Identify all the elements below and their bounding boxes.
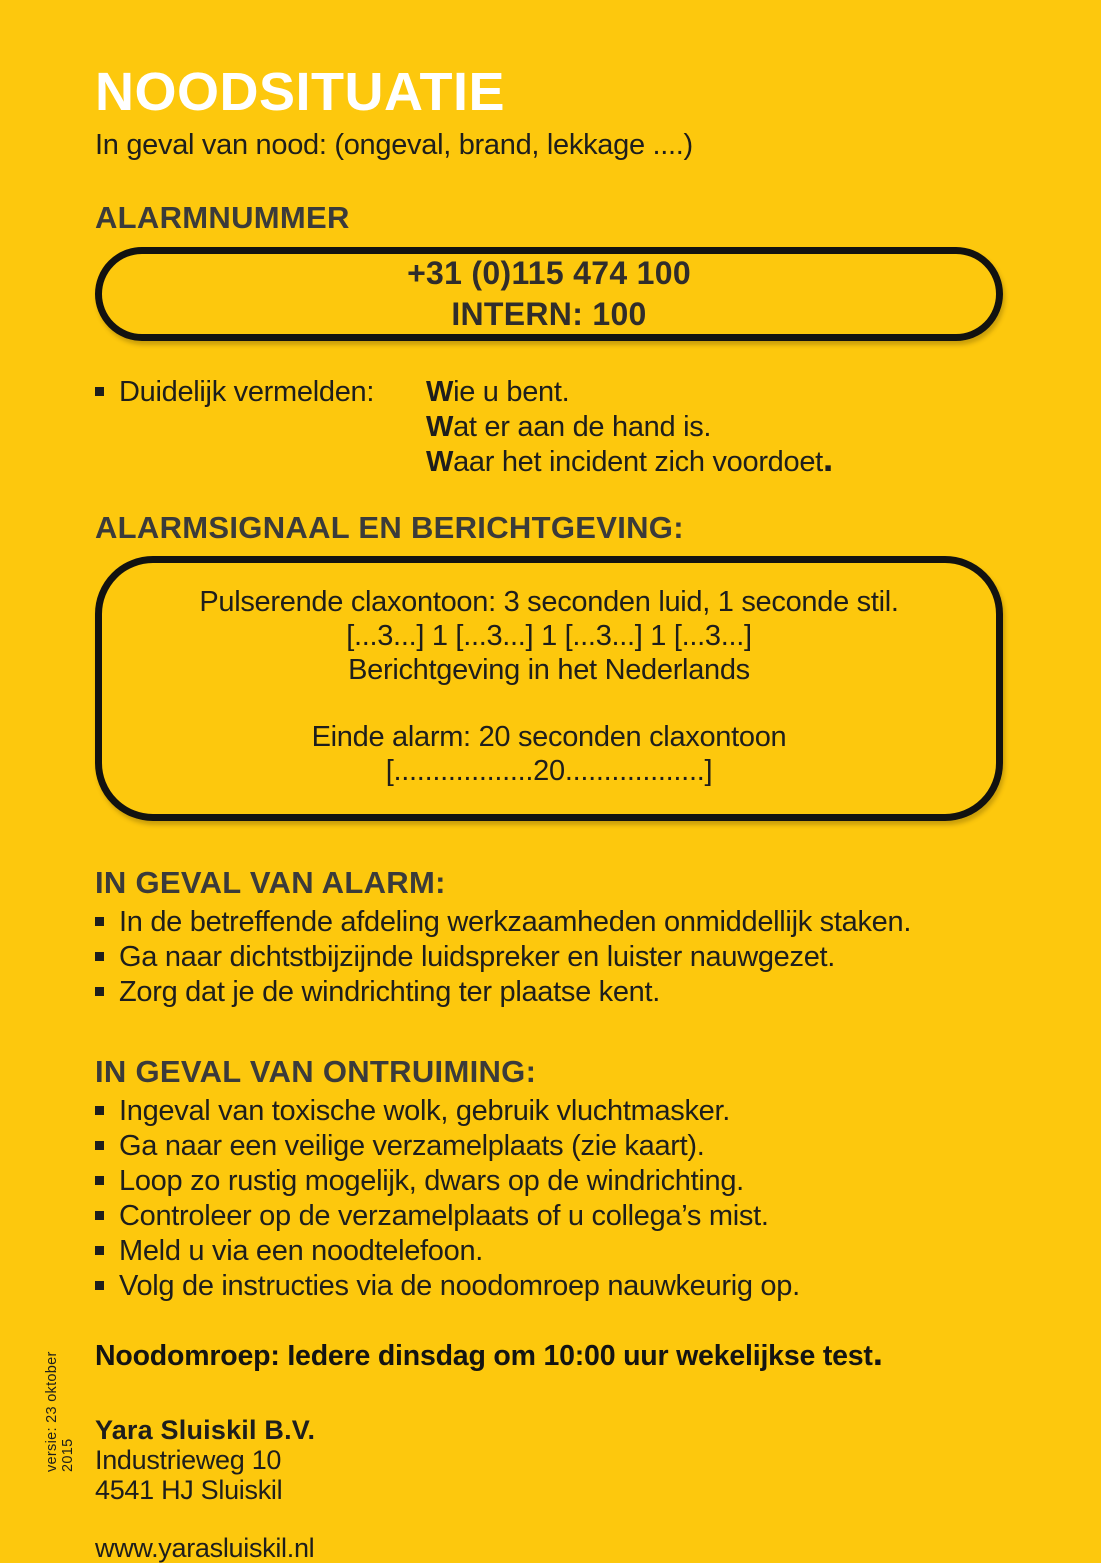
bullet-square-icon (95, 917, 104, 926)
vermelden-lines (426, 375, 833, 480)
alarm-bullet-list (95, 905, 1005, 1010)
vermelden-line: Waar het incident zich voordoet. (426, 436, 834, 479)
website-url: www.yarasluiskil.nl (95, 1532, 315, 1563)
vermelden-line: Wat er aan de hand is. (426, 410, 712, 443)
bullet-square-icon (95, 952, 104, 961)
noodomroep-line: Noodomroep: Iedere dinsdag om 10:00 uur wekelijkse test. (95, 1330, 883, 1373)
company-name: Yara Sluiskil B.V. (95, 1414, 316, 1445)
list-item: Ingeval van toxische wolk, gebruik vluchtmasker. (95, 1094, 1005, 1129)
list-item: Zorg dat je de windrichting ter plaatse kent. (95, 975, 1005, 1010)
signal-line-end-pattern: [..................20..................] (385, 754, 713, 787)
alarmnummer-heading: ALARMNUMMER (95, 199, 350, 235)
alarmsignaal-heading: ALARMSIGNAAL EN BERICHTGEVING: (95, 509, 684, 545)
page-title: NOODSITUATIE (95, 62, 505, 122)
alarm-signal-box (95, 556, 1003, 821)
ontruiming-bullet-list (95, 1094, 1005, 1304)
alarm-section-heading: IN GEVAL VAN ALARM: (95, 864, 446, 900)
vermelden-label: Duidelijk vermelden: (119, 375, 375, 408)
version-label: versie: 23 oktober 2015 (44, 1351, 76, 1472)
alarm-number-box (95, 247, 1003, 341)
bullet-square-icon (95, 1211, 104, 1220)
signal-line-language: Berichtgeving in het Nederlands (348, 653, 750, 686)
signal-line-end: Einde alarm: 20 seconden claxontoon (311, 720, 787, 753)
bullet-square-icon (95, 1141, 104, 1150)
address-line: Industrieweg 10 (95, 1444, 282, 1475)
ontruiming-section-heading: IN GEVAL VAN ONTRUIMING: (95, 1053, 537, 1089)
alarm-intern-number: INTERN: 100 (451, 295, 647, 332)
bullet-square-icon (95, 1176, 104, 1185)
bullet-square-icon (95, 1281, 104, 1290)
list-item: Loop zo rustig mogelijk, dwars op de windrichting. (95, 1164, 1005, 1199)
list-item: Controleer op de verzamelplaats of u collega’s mist. (95, 1199, 1005, 1234)
bullet-square-icon (95, 387, 104, 396)
list-item: Meld u via een noodtelefoon. (95, 1234, 1005, 1269)
address-line: 4541 HJ Sluiskil (95, 1474, 283, 1505)
bullet-square-icon (95, 1246, 104, 1255)
list-item: Ga naar een veilige verzamelplaats (zie kaart). (95, 1129, 1005, 1164)
signal-line-pattern: [...3...] 1 [...3...] 1 [...3...] 1 [...3...] (346, 619, 752, 652)
poster-content (95, 0, 1005, 1563)
list-item: Volg de instructies via de noodomroep nauwkeurig op. (95, 1269, 1005, 1304)
list-item: Ga naar dichtstbijzijnde luidspreker en luister nauwgezet. (95, 940, 1005, 975)
signal-gap (122, 687, 976, 720)
alarm-phone-number: +31 (0)115 474 100 (407, 254, 691, 291)
bullet-square-icon (95, 987, 104, 996)
page-subtitle: In geval van nood: (ongeval, brand, lekkage ....) (95, 128, 693, 161)
signal-line-pulse: Pulserende claxontoon: 3 seconden luid, 1 seconde stil. (199, 585, 899, 618)
vermelden-row (95, 375, 1005, 480)
bullet-square-icon (95, 1106, 104, 1115)
footer (95, 1415, 1005, 1563)
vermelden-line: Wie u bent. (426, 375, 570, 408)
list-item: In de betreffende afdeling werkzaamheden onmiddellijk staken. (95, 905, 1005, 940)
